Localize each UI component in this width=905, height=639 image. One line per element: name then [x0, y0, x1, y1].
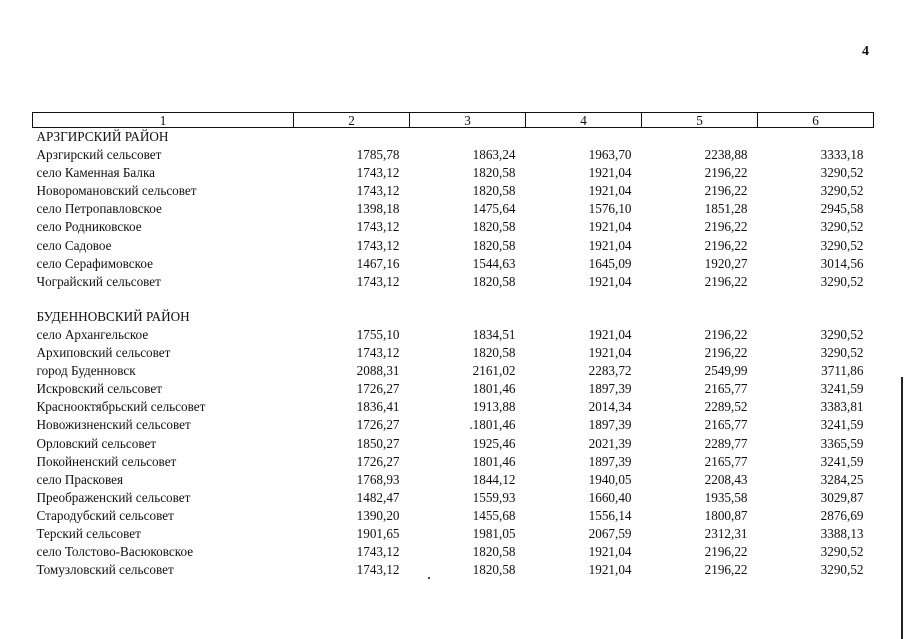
value-cell: 3290,52 [820, 165, 864, 181]
value-cell: 1544,63 [472, 255, 516, 271]
value-cell: 1475,64 [472, 201, 516, 217]
value-cell: 1556,14 [588, 507, 632, 523]
table-row [33, 200, 874, 218]
value-cell: 2021,39 [588, 435, 632, 451]
settlement-name: Новоромановский сельсовет [36, 183, 197, 199]
value-cell: 3241,59 [820, 381, 864, 397]
table-row [33, 146, 874, 164]
column-header: 4 [526, 113, 642, 128]
value-cell: 1925,46 [472, 435, 516, 451]
value-cell: 3711,86 [821, 363, 864, 379]
settlement-name: Терский сельсовет [36, 525, 141, 541]
value-cell: 2208,43 [704, 471, 748, 487]
value-cell: 2945,58 [820, 201, 864, 217]
value-cell: 1726,27 [356, 453, 400, 469]
value-cell: 3290,52 [820, 562, 864, 578]
table-row [33, 507, 874, 525]
value-cell: 3290,52 [820, 183, 864, 199]
value-cell: 2289,52 [704, 399, 748, 415]
value-cell: 2161,02 [472, 363, 516, 379]
settlement-name: Преображенский сельсовет [36, 489, 191, 505]
table-row [33, 218, 874, 236]
scan-speck [428, 577, 430, 579]
settlement-name: Искровский сельсовет [36, 381, 162, 397]
value-cell: 2196,22 [704, 345, 748, 361]
value-cell: 1921,04 [588, 273, 632, 289]
value-cell: 2876,69 [820, 507, 864, 523]
value-cell: 3290,52 [820, 544, 864, 560]
value-cell: 1559,93 [472, 489, 516, 505]
value-cell: 1935,58 [704, 489, 748, 505]
value-cell: 1482,47 [356, 489, 400, 505]
value-cell: 3241,59 [820, 453, 864, 469]
value-cell: 1390,20 [356, 507, 400, 523]
settlement-name: село Родниковское [36, 219, 142, 235]
settlement-name: Стародубский сельсовет [36, 507, 174, 523]
value-cell: 1820,58 [472, 345, 516, 361]
value-cell: 2289,77 [704, 435, 748, 451]
value-cell: 1921,04 [588, 562, 632, 578]
scan-edge-line [901, 377, 903, 639]
value-cell: 1834,51 [472, 326, 516, 342]
value-cell: 1455,68 [472, 507, 516, 523]
value-cell: 1467,16 [356, 255, 400, 271]
value-cell: 1850,27 [356, 435, 400, 451]
value-cell: 1820,58 [472, 165, 516, 181]
table-row [33, 525, 874, 543]
spacer-cell [33, 291, 874, 308]
table-row [33, 561, 874, 579]
table-row [33, 489, 874, 507]
value-cell: 3290,52 [820, 345, 864, 361]
table-row [33, 237, 874, 255]
value-cell: 1768,93 [356, 471, 400, 487]
value-cell: 1963,70 [588, 147, 632, 163]
value-cell: 1743,12 [356, 544, 400, 560]
settlement-name: Новожизненский сельсовет [36, 417, 191, 433]
settlement-name: село Толстово-Васюковское [36, 544, 194, 560]
value-cell: 3333,18 [820, 147, 864, 163]
value-cell: 1645,09 [588, 255, 632, 271]
settlement-name: село Петропавловское [36, 201, 162, 217]
table-row [33, 453, 874, 471]
value-cell: 2014,34 [588, 399, 632, 415]
table-row [33, 471, 874, 489]
settlement-name: село Серафимовское [36, 255, 153, 271]
value-cell: 2165,77 [704, 417, 748, 433]
table-header-row [33, 113, 874, 128]
value-cell: 1820,58 [472, 544, 516, 560]
value-cell: 3014,56 [820, 255, 864, 271]
value-cell: 1743,12 [356, 219, 400, 235]
value-cell: 1743,12 [356, 562, 400, 578]
value-cell: 1743,12 [356, 237, 400, 253]
table-row [33, 380, 874, 398]
value-cell: 1921,04 [588, 183, 632, 199]
settlement-name: Краснооктябрьский сельсовет [36, 399, 206, 415]
value-cell: 1940,05 [588, 471, 632, 487]
settlement-name: город Буденновск [36, 363, 136, 379]
value-cell: 3290,52 [820, 273, 864, 289]
value-cell: 1863,24 [472, 147, 516, 163]
column-header: 1 [33, 113, 294, 128]
settlement-name: Архиповский сельсовет [36, 345, 171, 361]
value-cell: 1844,12 [472, 471, 516, 487]
value-cell: 1785,78 [356, 147, 400, 163]
column-header: 5 [642, 113, 758, 128]
table-row [33, 326, 874, 344]
value-cell: 1836,41 [356, 399, 400, 415]
value-cell: 2067,59 [588, 525, 632, 541]
value-cell: 1820,58 [472, 562, 516, 578]
value-cell: 3290,52 [820, 326, 864, 342]
value-cell: 1897,39 [588, 453, 632, 469]
value-cell: 1800,87 [704, 507, 748, 523]
district-heading-row [33, 308, 874, 326]
value-cell: 1921,04 [588, 544, 632, 560]
column-header: 2 [294, 113, 410, 128]
value-cell: 1660,40 [588, 489, 632, 505]
table-row [33, 182, 874, 200]
table-row [33, 543, 874, 561]
settlement-name: село Каменная Балка [36, 165, 156, 181]
value-cell: 2549,99 [704, 363, 748, 379]
table-row [33, 344, 874, 362]
value-cell: 3284,25 [820, 471, 864, 487]
value-cell: 2196,22 [704, 165, 748, 181]
settlement-name: село Прасковея [36, 471, 124, 487]
spacer-row [33, 291, 874, 308]
settlement-name: село Архангельское [36, 326, 149, 342]
value-cell: 2238,88 [704, 147, 748, 163]
value-cell: 1820,58 [472, 183, 516, 199]
value-cell: 1981,05 [472, 525, 516, 541]
value-cell: 2196,22 [704, 273, 748, 289]
value-cell: 1820,58 [472, 273, 516, 289]
settlement-name: село Садовое [36, 237, 112, 253]
district-heading: БУДЕННОВСКИЙ РАЙОН [36, 308, 190, 324]
value-cell: 1743,12 [356, 183, 400, 199]
value-cell: 2312,31 [704, 525, 748, 541]
value-cell: 1820,58 [472, 237, 516, 253]
value-cell: 1743,12 [356, 273, 400, 289]
value-cell: 2165,77 [704, 453, 748, 469]
value-cell: 3365,59 [820, 435, 864, 451]
value-cell: 3241,59 [820, 417, 864, 433]
page-number: 4 [862, 44, 869, 59]
value-cell: 1726,27 [356, 417, 400, 433]
value-cell: 1820,58 [472, 219, 516, 235]
value-cell: 1897,39 [588, 381, 632, 397]
table-body [33, 128, 874, 580]
value-cell: 3388,13 [820, 525, 864, 541]
value-cell: 2283,72 [588, 363, 632, 379]
tariff-table [32, 112, 874, 579]
value-cell: 3029,87 [820, 489, 864, 505]
column-header: 6 [758, 113, 874, 128]
value-cell: 1801,46 [472, 453, 516, 469]
table-row [33, 164, 874, 182]
district-heading: АРЗГИРСКИЙ РАЙОН [36, 129, 169, 144]
table-row [33, 435, 874, 453]
table-row [33, 255, 874, 273]
value-cell: 2196,22 [704, 237, 748, 253]
value-cell: 1755,10 [356, 326, 400, 342]
value-cell: 1920,27 [704, 255, 748, 271]
value-cell: 1921,04 [588, 237, 632, 253]
table-row [33, 362, 874, 380]
district-heading-row [33, 128, 874, 147]
value-cell: 1398,18 [356, 201, 400, 217]
value-cell: 2196,22 [704, 219, 748, 235]
settlement-name: Томузловский сельсовет [36, 562, 174, 578]
value-cell: 1897,39 [588, 417, 632, 433]
value-cell: 1801,46 [472, 381, 516, 397]
value-cell: 1851,28 [704, 201, 748, 217]
value-cell: 2196,22 [704, 326, 748, 342]
table-row [33, 416, 874, 434]
value-cell: 1921,04 [588, 219, 632, 235]
settlement-name: Орловский сельсовет [36, 435, 157, 451]
value-cell: 3290,52 [820, 219, 864, 235]
settlement-name: Покойненский сельсовет [36, 453, 177, 469]
value-cell: 1743,12 [356, 165, 400, 181]
table-row [33, 273, 874, 291]
value-cell: 1921,04 [588, 345, 632, 361]
value-cell: 1726,27 [356, 381, 400, 397]
value-cell: 1576,10 [588, 201, 632, 217]
table-row [33, 398, 874, 416]
value-cell: 1913,88 [472, 399, 516, 415]
value-cell: 3383,81 [820, 399, 864, 415]
value-cell: 1901,65 [356, 525, 400, 541]
value-cell: .1801,46 [469, 417, 516, 433]
settlement-name: Чограйский сельсовет [36, 273, 161, 289]
value-cell: 3290,52 [820, 237, 864, 253]
value-cell: 2088,31 [356, 363, 400, 379]
column-header: 3 [410, 113, 526, 128]
value-cell: 2196,22 [704, 562, 748, 578]
value-cell: 1921,04 [588, 326, 632, 342]
value-cell: 1743,12 [356, 345, 400, 361]
value-cell: 1921,04 [588, 165, 632, 181]
value-cell: 2165,77 [704, 381, 748, 397]
settlement-name: Арзгирский сельсовет [36, 147, 162, 163]
value-cell: 2196,22 [704, 183, 748, 199]
value-cell: 2196,22 [704, 544, 748, 560]
